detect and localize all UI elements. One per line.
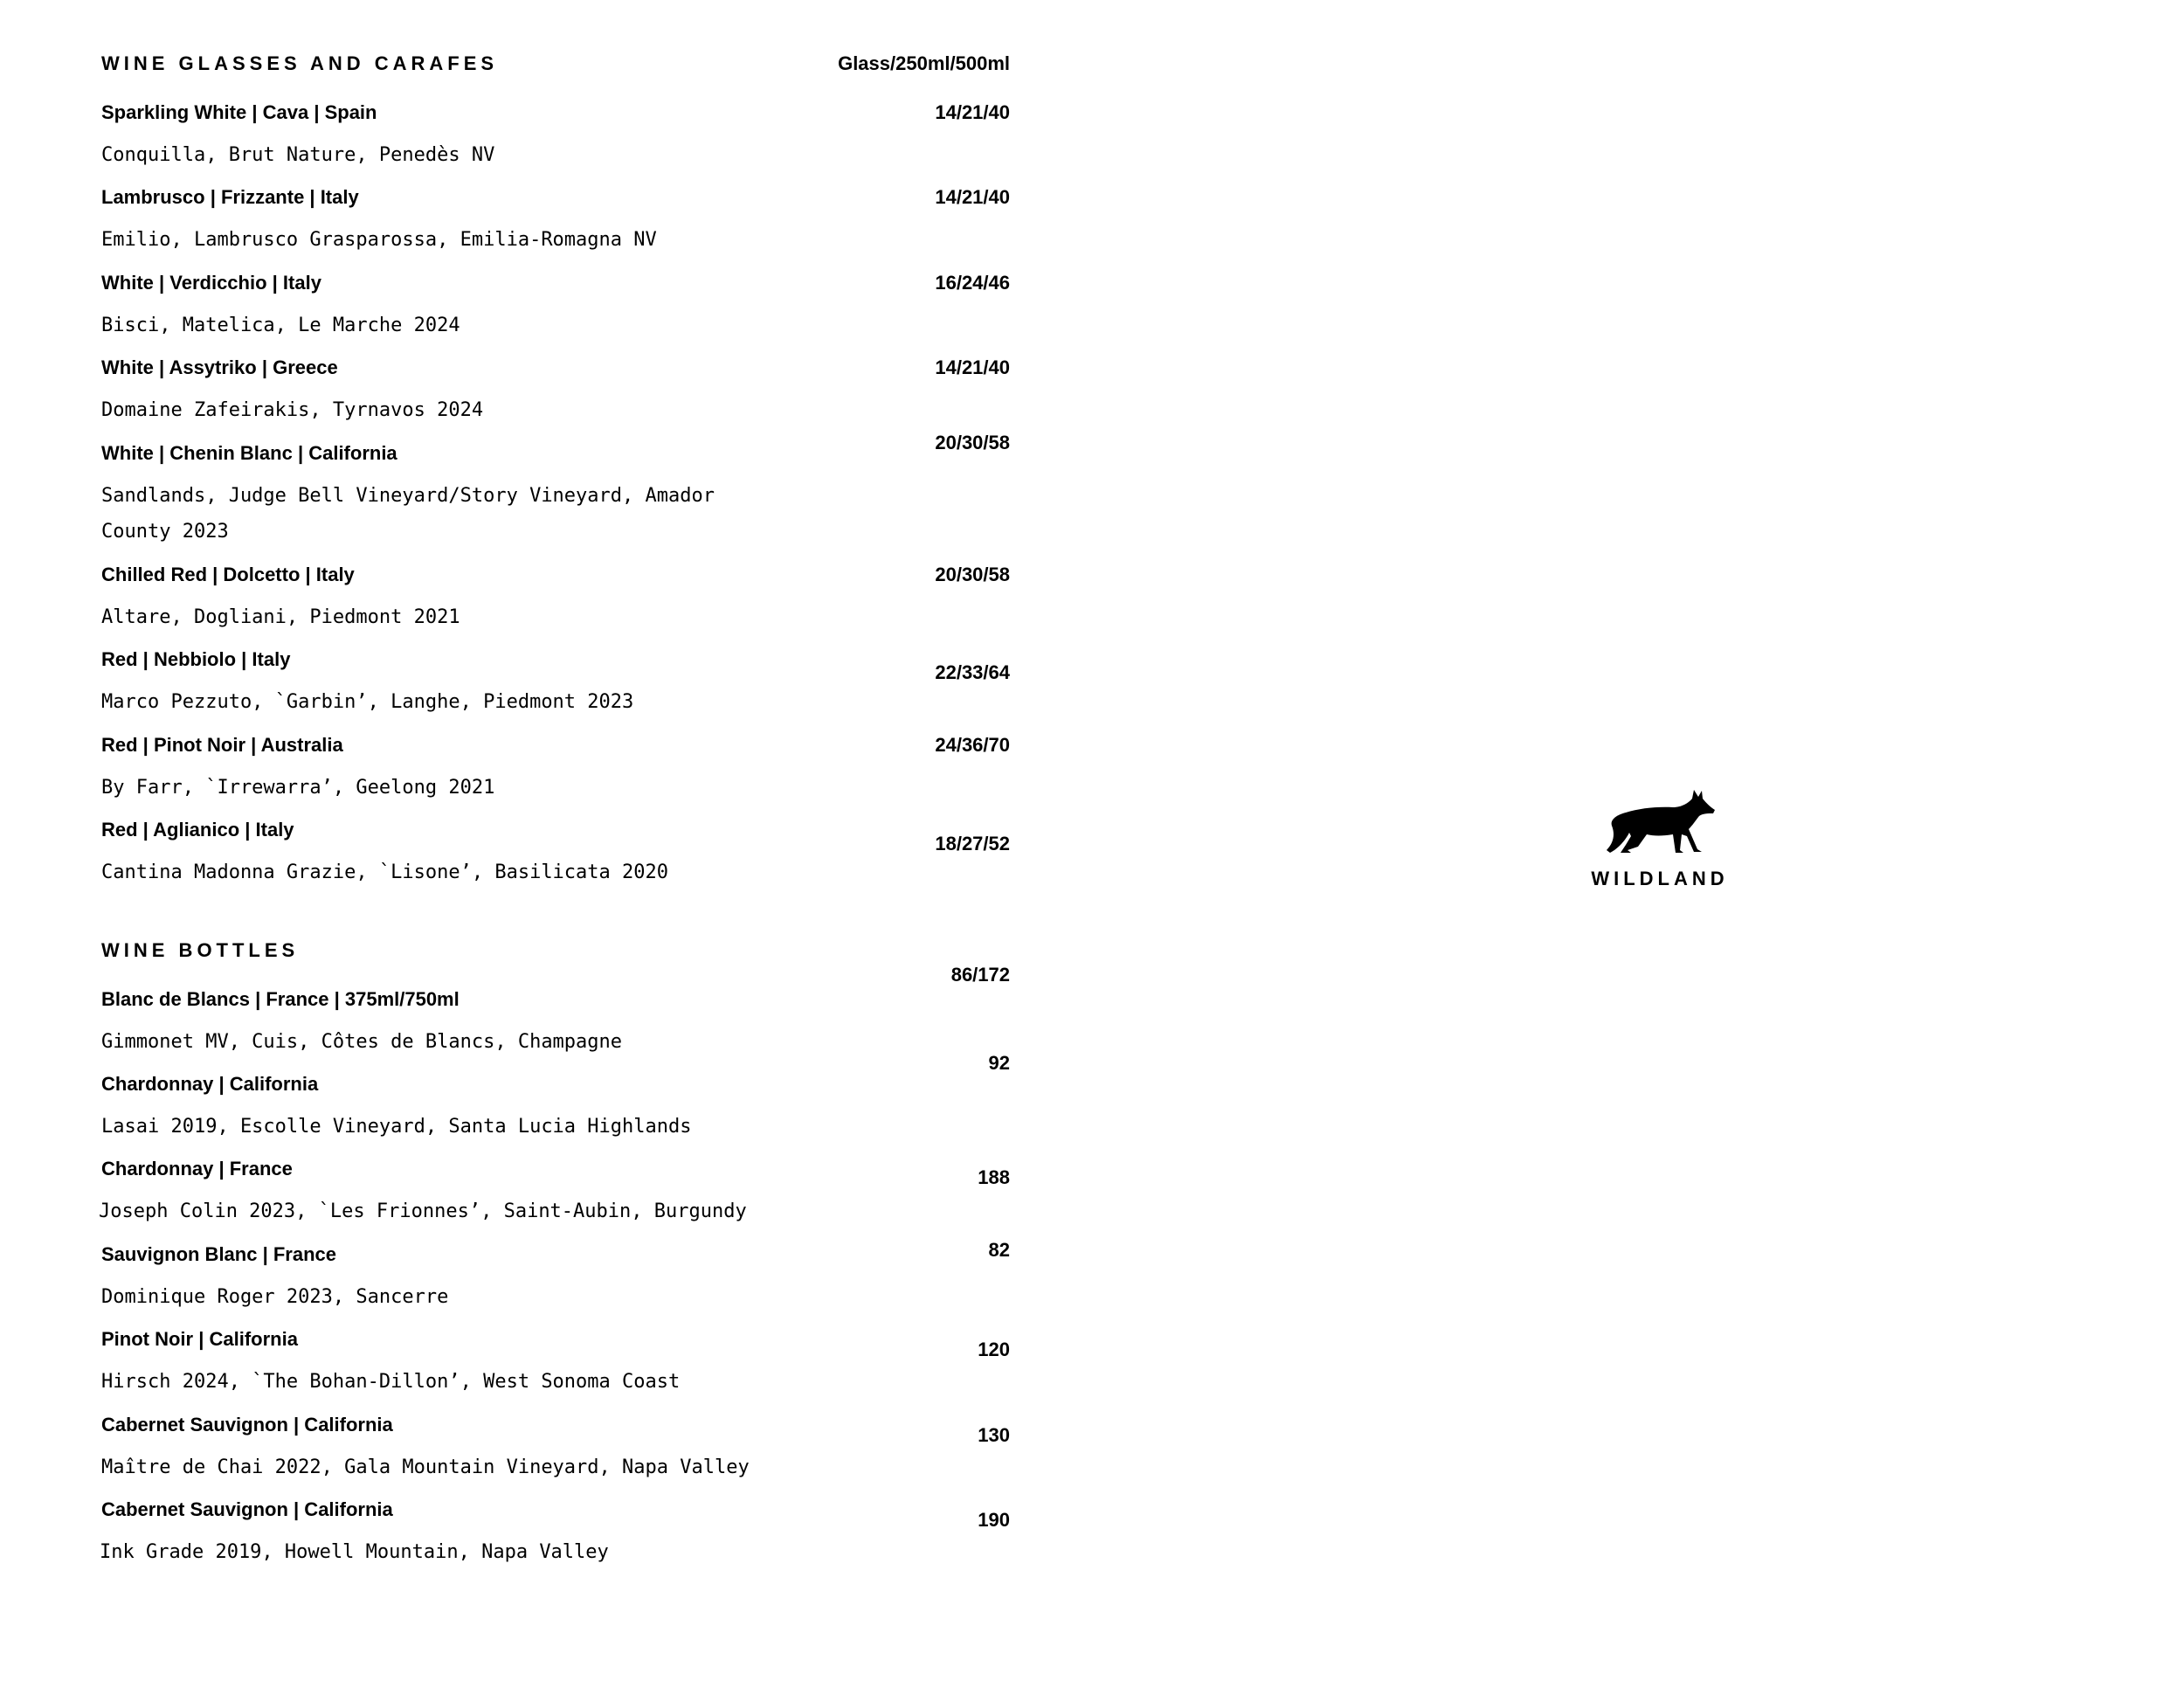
wine-description: Lasai 2019, Escolle Vineyard, Santa Lucia Highlands bbox=[101, 1116, 692, 1138]
wine-description: Conquilla, Brut Nature, Penedès NV bbox=[101, 144, 495, 166]
wine-name: Lambrusco | Frizzante | Italy bbox=[101, 186, 359, 208]
wine-price: 18/27/52 bbox=[935, 833, 1010, 854]
wine-price: 130 bbox=[978, 1424, 1010, 1446]
wine-price: 16/24/46 bbox=[935, 272, 1010, 294]
wine-name: Cabernet Sauvignon | California bbox=[101, 1498, 393, 1520]
wine-description: Altare, Dogliani, Piedmont 2021 bbox=[101, 606, 460, 628]
wine-name: Chardonnay | France bbox=[101, 1158, 293, 1180]
wine-price: 22/33/64 bbox=[935, 661, 1010, 683]
wine-description: Marco Pezzuto, `Garbin’, Langhe, Piedmont 2023 bbox=[101, 691, 634, 713]
brand-logo bbox=[1581, 789, 1738, 890]
wine-description: Maître de Chai 2022, Gala Mountain Vineyard, Napa Valley bbox=[101, 1456, 750, 1478]
wine-price: 82 bbox=[988, 1239, 1010, 1261]
wine-description: Gimmonet MV, Cuis, Côtes de Blancs, Champagne bbox=[101, 1031, 623, 1053]
wine-description: By Farr, `Irrewarra’, Geelong 2021 bbox=[101, 777, 495, 799]
wine-name: White | Chenin Blanc | California bbox=[101, 442, 397, 464]
wine-name: White | Verdicchio | Italy bbox=[101, 272, 321, 294]
wine-name: Red | Pinot Noir | Australia bbox=[101, 734, 343, 756]
wine-name: White | Assytriko | Greece bbox=[101, 356, 338, 378]
section-title-bottles: WINE BOTTLES bbox=[101, 939, 300, 961]
wine-name: Blanc de Blancs | France | 375ml/750ml bbox=[101, 988, 460, 1010]
wine-description: Hirsch 2024, `The Bohan-Dillon’, West Sonoma Coast bbox=[101, 1371, 681, 1393]
wine-name: Red | Aglianico | Italy bbox=[101, 819, 294, 841]
price-format-note: Glass/250ml/500ml bbox=[838, 52, 1010, 74]
wolf-icon bbox=[1603, 789, 1717, 859]
wine-price: 188 bbox=[978, 1166, 1010, 1188]
wine-name: Red | Nebbiolo | Italy bbox=[101, 648, 291, 670]
wine-name: Sparkling White | Cava | Spain bbox=[101, 101, 377, 123]
wine-name: Sauvignon Blanc | France bbox=[101, 1243, 336, 1265]
wine-description: Dominique Roger 2023, Sancerre bbox=[101, 1286, 449, 1308]
wine-description: Ink Grade 2019, Howell Mountain, Napa Valley bbox=[100, 1541, 609, 1563]
wine-name: Cabernet Sauvignon | California bbox=[101, 1414, 393, 1435]
wine-name: Pinot Noir | California bbox=[101, 1328, 298, 1350]
wine-price: 20/30/58 bbox=[935, 564, 1010, 585]
wine-price: 24/36/70 bbox=[935, 734, 1010, 756]
wine-description: Cantina Madonna Grazie, `Lisone’, Basilicata 2020 bbox=[101, 861, 669, 883]
section-header-glasses bbox=[101, 52, 1010, 87]
wine-price: 14/21/40 bbox=[935, 186, 1010, 208]
section-title-glasses: WINE GLASSES AND CARAFES bbox=[101, 52, 499, 74]
wine-price: 20/30/58 bbox=[935, 432, 1010, 453]
wine-description: Sandlands, Judge Bell Vineyard/Story Vineyard, Amador County 2023 bbox=[101, 485, 715, 543]
wine-price: 92 bbox=[988, 1052, 1010, 1074]
wine-price: 120 bbox=[978, 1339, 1010, 1360]
wine-price: 14/21/40 bbox=[935, 356, 1010, 378]
wine-price: 14/21/40 bbox=[935, 101, 1010, 123]
brand-name: WILDLAND bbox=[1591, 868, 1729, 889]
section-header-bottles bbox=[101, 939, 1010, 974]
wine-name: Chardonnay | California bbox=[101, 1073, 319, 1095]
wine-description: Joseph Colin 2023, `Les Frionnes’, Saint-Aubin, Burgundy bbox=[99, 1200, 747, 1222]
wine-description: Bisci, Matelica, Le Marche 2024 bbox=[101, 315, 460, 336]
wine-description: Emilio, Lambrusco Grasparossa, Emilia-Romagna NV bbox=[101, 229, 657, 251]
wine-price: 190 bbox=[978, 1509, 1010, 1531]
wine-price: 86/172 bbox=[950, 964, 1010, 986]
wine-description: Domaine Zafeirakis, Tyrnavos 2024 bbox=[101, 399, 484, 421]
wine-name: Chilled Red | Dolcetto | Italy bbox=[101, 564, 355, 585]
